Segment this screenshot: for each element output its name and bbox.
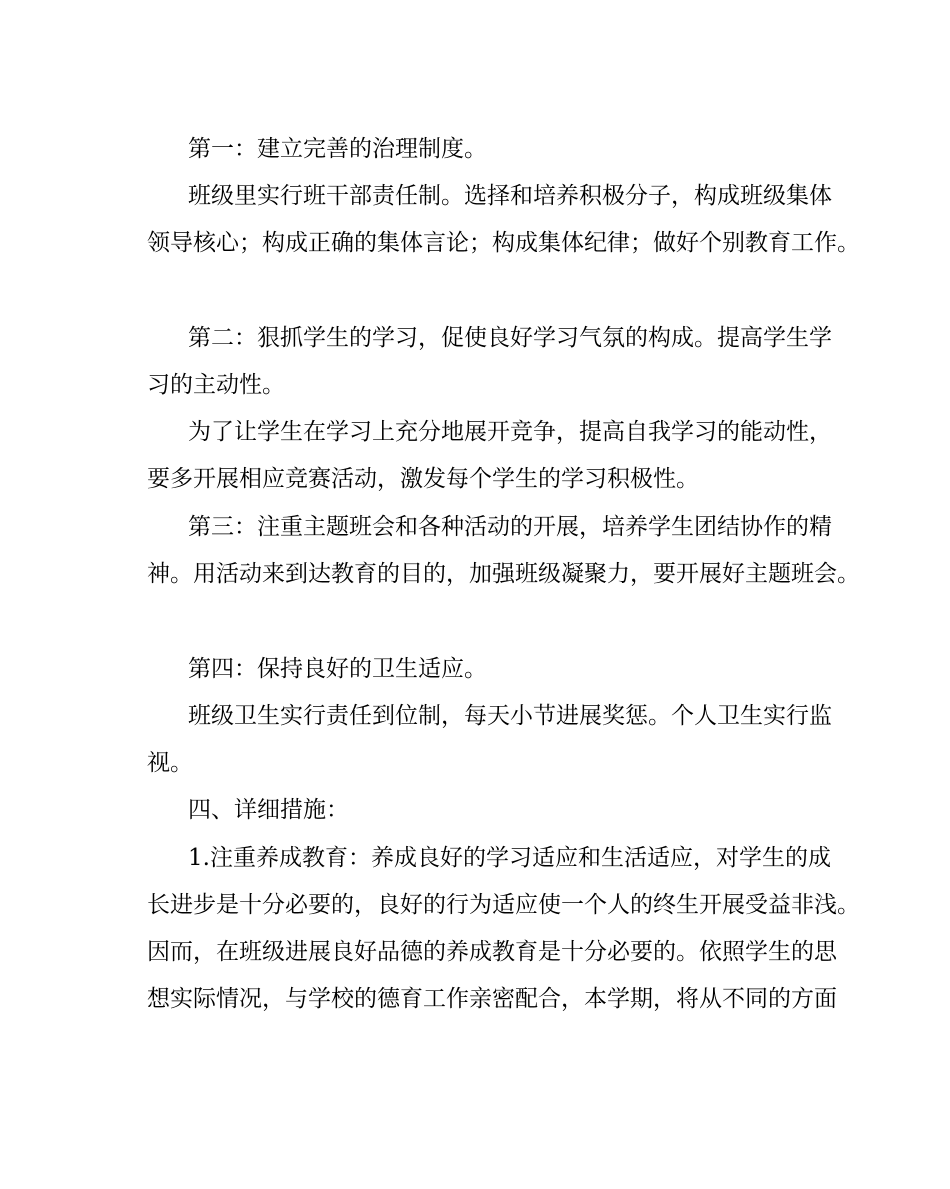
text-line: 为了让学生在学习上充分地展开竞争，提高自我学习的能动性，	[188, 419, 832, 445]
paragraph-heading-4: 第四：保持良好的卫生适应。	[188, 656, 487, 682]
paragraph-heading-1: 第一：建立完善的治理制度。	[188, 136, 487, 162]
text-line: 视。	[147, 750, 193, 776]
text-line: 长进步是十分必要的，良好的行为适应使一个人的终生开展受益非浅。	[147, 892, 860, 918]
text-line: 习的主动性。	[147, 372, 285, 398]
text-line: 神。用活动来到达教育的目的，加强班级凝聚力，要开展好主题班会。	[147, 561, 860, 587]
text-line: 1.注重养成教育：养成良好的学习适应和生活适应，对学生的成	[188, 845, 831, 871]
text-line: 领导核心；构成正确的集体言论；构成集体纪律；做好个别教育工作。	[147, 230, 860, 256]
section-heading: 四、详细措施：	[188, 797, 349, 823]
text-line: 班级卫生实行责任到位制，每天小节进展奖惩。个人卫生实行监	[188, 703, 832, 729]
text-line: 班级里实行班干部责任制。选择和培养积极分子，构成班级集体	[188, 183, 832, 209]
text-line: 因而，在班级进展良好品德的养成教育是十分必要的。依照学生的思	[147, 939, 837, 965]
paragraph-heading-3: 第三：注重主题班会和各种活动的开展，培养学生团结协作的精	[188, 514, 832, 540]
text-line: 想实际情况，与学校的德育工作亲密配合，本学期，将从不同的方面	[147, 986, 837, 1012]
paragraph-heading-2: 第二：狠抓学生的学习，促使良好学习气氛的构成。提高学生学	[188, 325, 832, 351]
text-line: 要多开展相应竞赛活动，激发每个学生的学习积极性。	[147, 466, 699, 492]
